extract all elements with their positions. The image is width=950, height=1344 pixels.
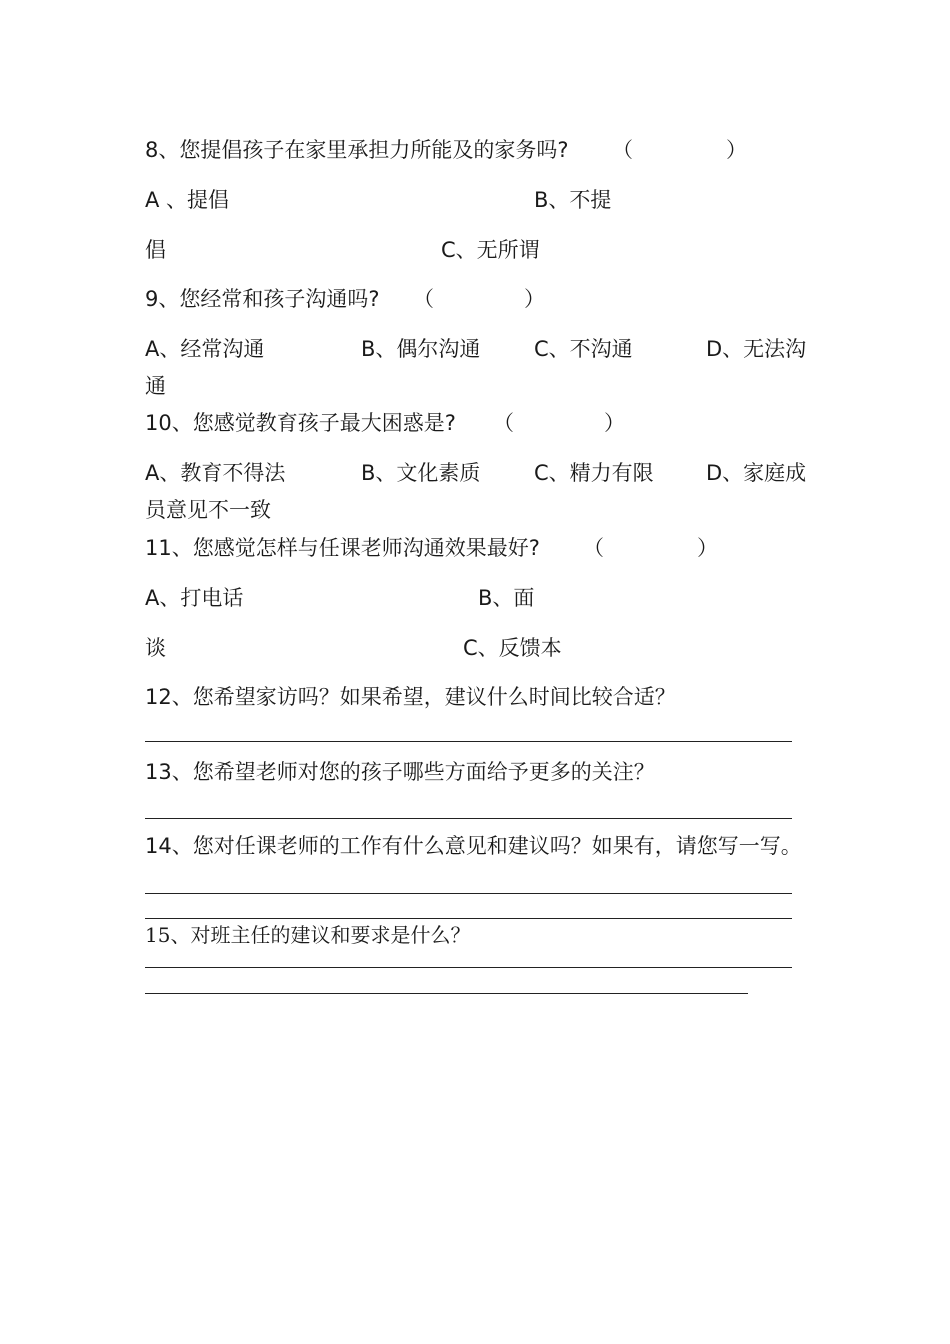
q11-option-b: B、面 bbox=[478, 586, 535, 610]
q8-answer-paren-open: （ bbox=[612, 138, 633, 162]
q10-option-c: C、精力有限 bbox=[534, 461, 654, 485]
q10-answer-paren-close: ） bbox=[604, 411, 625, 435]
q9-option-d: D、无法沟 bbox=[706, 337, 807, 361]
q9-option-b: B、偶尔沟通 bbox=[361, 337, 481, 361]
q9-option-a: A、经常沟通 bbox=[145, 337, 265, 361]
q10-option-a: A、教育不得法 bbox=[145, 461, 286, 485]
q8-option-b: B、不提 bbox=[534, 188, 612, 212]
q10-question: 10、您感觉教育孩子最大困惑是? bbox=[145, 411, 456, 435]
q10-option-b: B、文化素质 bbox=[361, 461, 481, 485]
q8-question: 8、您提倡孩子在家里承担力所能及的家务吗? bbox=[145, 138, 569, 162]
q15-question: 15、对班主任的建议和要求是什么？ bbox=[145, 923, 471, 947]
q8-option-b-continued: 倡 bbox=[145, 238, 166, 262]
q15-answer-line-1[interactable] bbox=[145, 967, 792, 968]
q14-answer-line-1[interactable] bbox=[145, 893, 792, 894]
q11-answer-paren-close: ） bbox=[697, 536, 718, 560]
q9-option-c: C、不沟通 bbox=[534, 337, 633, 361]
q12-question: 12、您希望家访吗？如果希望，建议什么时间比较合适？ bbox=[145, 685, 676, 709]
q11-option-a: A、打电话 bbox=[145, 586, 244, 610]
q13-answer-line[interactable] bbox=[145, 818, 792, 819]
q8-option-a: A 、提倡 bbox=[145, 188, 230, 212]
q10-answer-paren-open: （ bbox=[493, 411, 514, 435]
q11-answer-paren-open: （ bbox=[583, 536, 604, 560]
q13-question: 13、您希望老师对您的孩子哪些方面给予更多的关注？ bbox=[145, 760, 655, 784]
q10-option-d: D、家庭成 bbox=[706, 461, 807, 485]
q12-answer-line[interactable] bbox=[145, 741, 792, 742]
q9-question: 9、您经常和孩子沟通吗? bbox=[145, 287, 380, 311]
q9-option-d-continued: 通 bbox=[145, 374, 166, 398]
q11-question: 11、您感觉怎样与任课老师沟通效果最好? bbox=[145, 536, 540, 560]
q11-option-b-continued: 谈 bbox=[145, 636, 166, 660]
q10-option-d-continued: 员意见不一致 bbox=[145, 498, 271, 522]
q9-answer-paren-open: （ bbox=[413, 287, 434, 311]
q11-option-c: C、反馈本 bbox=[463, 636, 562, 660]
q8-answer-paren-close: ） bbox=[726, 138, 747, 162]
q15-answer-line-2[interactable] bbox=[145, 993, 748, 994]
q8-option-c: C、无所谓 bbox=[441, 238, 540, 262]
q14-question: 14、您对任课老师的工作有什么意见和建议吗？如果有，请您写一写。 bbox=[145, 834, 802, 858]
q9-answer-paren-close: ） bbox=[524, 287, 545, 311]
q14-answer-line-2[interactable] bbox=[145, 918, 792, 919]
